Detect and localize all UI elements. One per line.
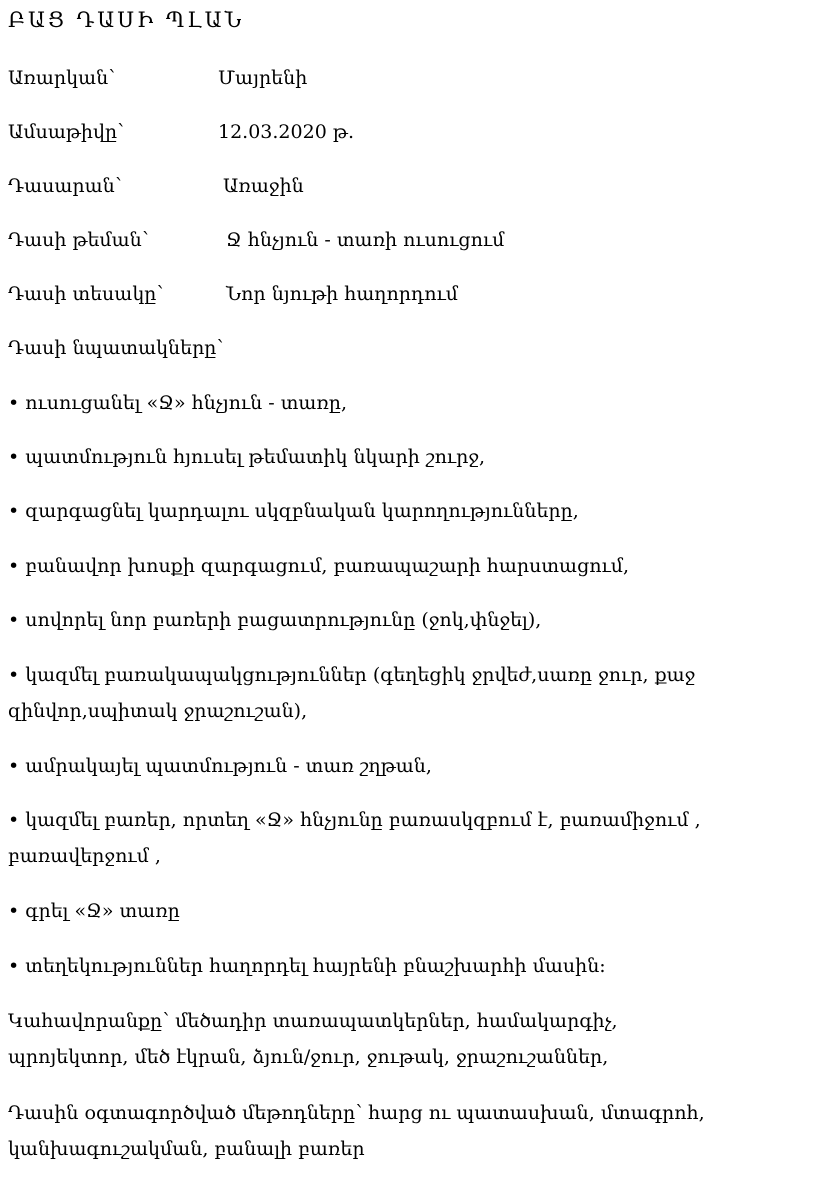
goal-item: • սովորել նոր բառերի բացատրությունը (ջոկ,փնջել), [8,609,542,631]
field-value: Մայրենի [218,67,308,89]
field-subject [8,62,308,94]
goal-item-continuation: բառավերջում , [8,845,161,867]
methods-text: Դասին օգտագործված մեթոդները՝ հարց ու պատասխան, մտագրոհ, [8,1102,705,1124]
goal-item: • գրել «Ջ» տառը [8,900,180,922]
methods-text-continuation: կանխագուշակման, բանալի բառեր [8,1138,365,1160]
goal-item: • կազմել բառակապակցություններ (գեղեցիկ ջրվեժ,սառը ջուր, քաջ [8,664,696,686]
field-label: Առարկան՝ [8,67,116,89]
field-date [8,116,355,148]
goal-item: • զարգացնել կարդալու սկզբնական կարողությունները, [8,500,579,522]
equipment-text-continuation: պրոյեկտոր, մեծ էկրան, ձյուն/ջուր, ջութակ, ջրաշուշաններ, [8,1046,609,1068]
goal-item: • պատմություն հյուսել թեմատիկ նկարի շուրջ, [8,446,486,468]
field-value: Նոր նյութի հաղորդում [226,283,458,305]
field-type [8,278,458,310]
field-label: Դասի թեման՝ [8,229,149,251]
goal-item-continuation: զինվոր,սպիտակ ջրաշուշան), [8,700,308,722]
equipment-text: Կահավորանքը՝ մեծադիր տառապատկերներ, համակարգիչ, [8,1010,618,1032]
field-topic [8,224,505,256]
goal-item: • կազմել բառեր, որտեղ «Ջ» հնչյունը բառասկզբում է, բառամիջում , [8,809,701,831]
goal-item: • ամրակայել պատմություն - տառ շղթան, [8,755,432,777]
field-value: Ջ հնչյուն - տառի ուսուցում [226,229,505,251]
field-label: Դասի տեսակը՝ [8,283,164,305]
page-title: ԲԱՑ ԴԱՍԻ ՊԼԱՆ [8,8,245,32]
field-label: Ամսաթիվը՝ [8,121,124,143]
goals-heading: Դասի նպատակները՝ [8,337,224,359]
goal-item: • ուսուցանել «Ջ» հնչյուն - տառը, [8,392,348,414]
goal-item: • տեղեկություններ հաղորդել հայրենի բնաշխարհի մասին: [8,955,606,977]
goal-item: • բանավոր խոսքի զարգացում, բառապաշարի հարստացում, [8,555,630,577]
field-label: Դասարան՝ [8,175,122,197]
field-value: Առաջին [223,175,304,197]
field-value: 12.03.2020 թ․ [218,121,355,143]
field-grade [8,170,304,202]
